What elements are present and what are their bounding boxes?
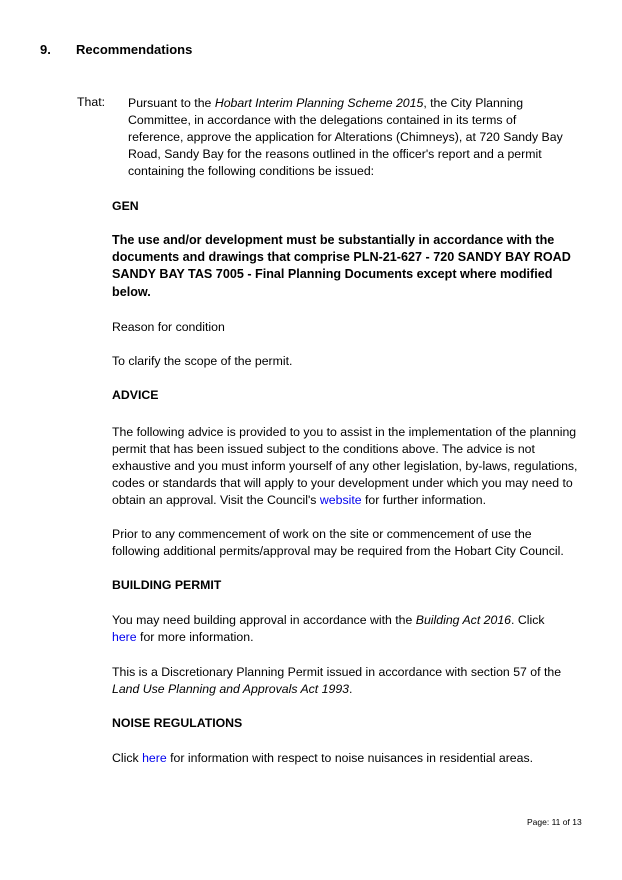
bp2-text-end: . bbox=[349, 682, 353, 696]
bp-text: You may need building approval in accordance with the bbox=[112, 613, 416, 627]
page-number: Page: 11 of 13 bbox=[527, 817, 582, 827]
intro-post: , the City Planning Committee, in accordance with the delegations contained in its terms of reference, approve the application for Alterations (Chimneys), at 720 Sandy Bay Road, Sandy Bay for the reasons outlined in the officer's report and a permit containing the following conditions be issued: bbox=[128, 96, 563, 178]
advice-paragraph-1 bbox=[112, 424, 582, 509]
building-here-link[interactable]: here bbox=[112, 630, 137, 644]
land-use-act: Land Use Planning and Approvals Act 1993 bbox=[112, 682, 349, 696]
building-permit-paragraph-1 bbox=[112, 612, 582, 646]
gen-heading: GEN bbox=[112, 199, 139, 213]
noise-paragraph bbox=[112, 750, 582, 767]
noise-text: Click bbox=[112, 751, 143, 765]
bp-text-mid: . Click bbox=[511, 613, 545, 627]
advice-text-end: for further information. bbox=[361, 493, 486, 507]
noise-text-end: for information with respect to noise nuisances in residential areas. bbox=[166, 751, 534, 765]
building-act: Building Act 2016 bbox=[415, 613, 512, 627]
building-permit-heading: BUILDING PERMIT bbox=[112, 578, 222, 592]
gen-condition: The use and/or development must be substantially in accordance with the documents and drawings that comprise PLN-21-627 - 720 SANDY BAY ROAD SANDY BAY TAS 7005 - Final Planning Documents except where modified below. bbox=[112, 233, 571, 299]
section-heading bbox=[40, 42, 192, 57]
reason-label: Reason for condition bbox=[112, 320, 225, 334]
noise-heading: NOISE REGULATIONS bbox=[112, 716, 243, 730]
advice-paragraph-2: Prior to any commencement of work on the site or commencement of use the following additional permits/approval may be required from the Hobart City Council. bbox=[112, 527, 564, 558]
that-label: That: bbox=[77, 95, 106, 109]
building-permit-paragraph-2 bbox=[112, 664, 582, 698]
section-title: Recommendations bbox=[76, 42, 193, 57]
scheme-name: Hobart Interim Planning Scheme 2015 bbox=[214, 96, 424, 110]
intro-pre: Pursuant to the bbox=[128, 96, 215, 110]
website-link[interactable]: website bbox=[319, 493, 362, 507]
intro-paragraph bbox=[128, 95, 568, 180]
section-number: 9. bbox=[40, 42, 51, 57]
noise-here-link[interactable]: here bbox=[142, 751, 167, 765]
reason-text: To clarify the scope of the permit. bbox=[112, 354, 293, 368]
advice-text: The following advice is provided to you to assist in the implementation of the planning permit that has been issued subject to the conditions above. The advice is not exhaustive and you must inform yourself of any other legislation, by-laws, regulations, codes or standards that will apply to your development under which you may need to obtain an approval. Visit the Council's bbox=[112, 425, 578, 507]
bp-text-end: for more information. bbox=[136, 630, 254, 644]
bp2-text: This is a Discretionary Planning Permit issued in accordance with section 57 of the bbox=[112, 665, 562, 679]
advice-heading: ADVICE bbox=[112, 388, 159, 402]
